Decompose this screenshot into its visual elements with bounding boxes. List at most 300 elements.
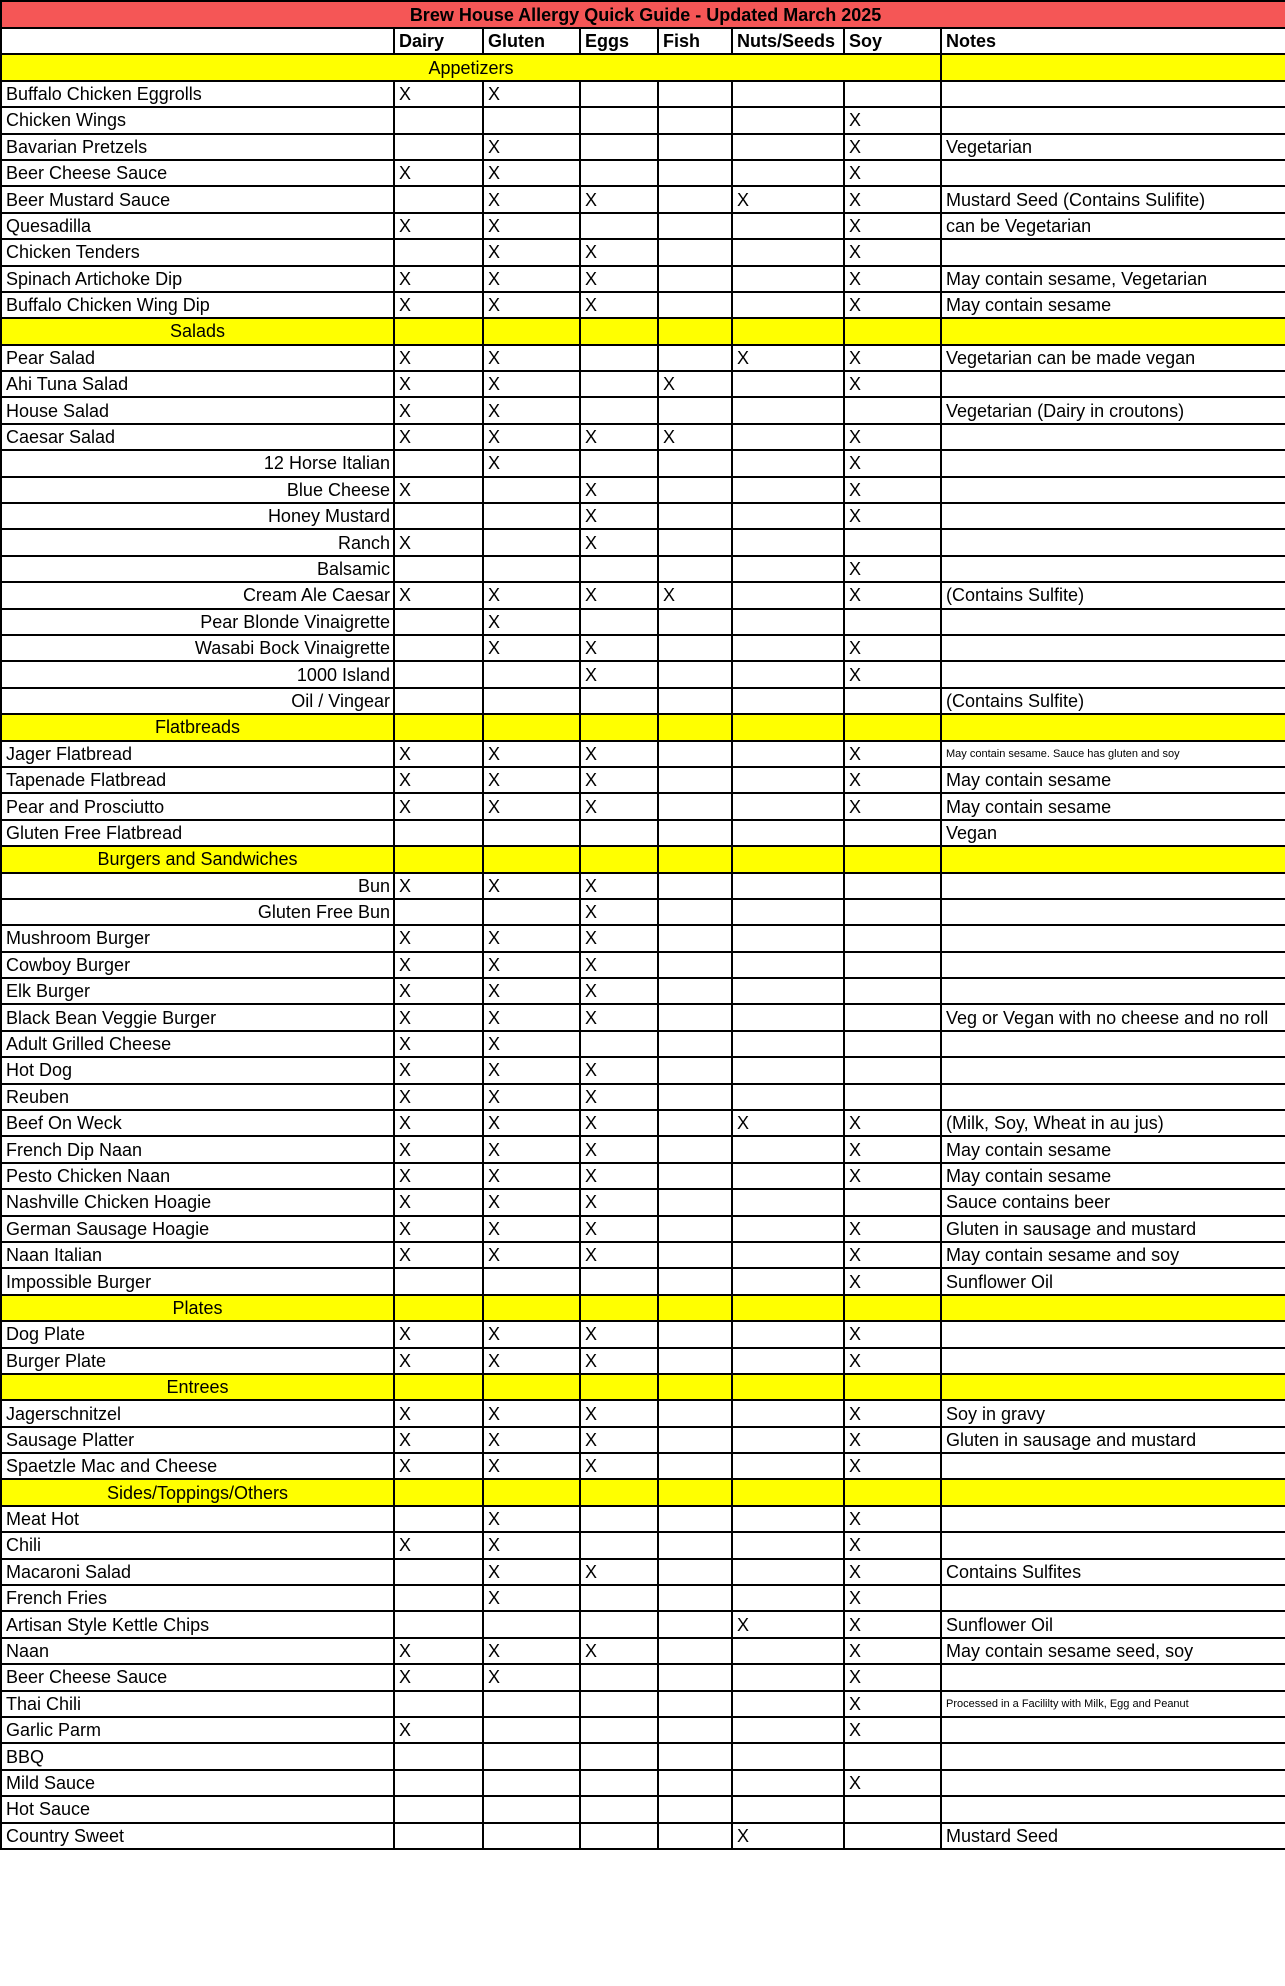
allergen-mark-nuts-seeds bbox=[732, 266, 844, 292]
allergen-mark-dairy: X bbox=[394, 582, 483, 608]
section-empty-cell bbox=[658, 318, 732, 344]
item-note bbox=[941, 635, 1285, 661]
allergen-mark-dairy bbox=[394, 688, 483, 714]
allergen-mark-eggs bbox=[580, 134, 658, 160]
section-empty-cell bbox=[394, 1479, 483, 1505]
section-empty-cell bbox=[941, 1479, 1285, 1505]
table-row bbox=[1, 1427, 1285, 1453]
table-row bbox=[1, 529, 1285, 555]
item-note: can be Vegetarian bbox=[941, 213, 1285, 239]
table-row bbox=[1, 450, 1285, 476]
allergen-mark-dairy: X bbox=[394, 925, 483, 951]
allergen-mark-eggs bbox=[580, 1796, 658, 1822]
item-name: Beer Mustard Sauce bbox=[1, 186, 394, 212]
allergen-mark-gluten: X bbox=[483, 424, 580, 450]
allergen-mark-dairy: X bbox=[394, 1136, 483, 1162]
allergen-mark-gluten: X bbox=[483, 239, 580, 265]
table-row bbox=[1, 1743, 1285, 1769]
allergen-mark-dairy bbox=[394, 1611, 483, 1637]
allergen-mark-gluten: X bbox=[483, 1084, 580, 1110]
page-title: Brew House Allergy Quick Guide - Updated March 2025 bbox=[1, 1, 1285, 28]
allergen-mark-dairy bbox=[394, 1506, 483, 1532]
allergen-mark-eggs bbox=[580, 1743, 658, 1769]
item-note: Sunflower Oil bbox=[941, 1268, 1285, 1294]
allergen-mark-gluten: X bbox=[483, 978, 580, 1004]
item-note: May contain sesame bbox=[941, 793, 1285, 819]
allergen-mark-eggs bbox=[580, 688, 658, 714]
item-name: Sausage Platter bbox=[1, 1427, 394, 1453]
item-note bbox=[941, 1321, 1285, 1347]
item-note: May contain sesame bbox=[941, 292, 1285, 318]
table-row bbox=[1, 1268, 1285, 1294]
item-note bbox=[941, 1664, 1285, 1690]
item-note bbox=[941, 424, 1285, 450]
allergen-mark-nuts-seeds bbox=[732, 213, 844, 239]
allergen-mark-soy: X bbox=[844, 1136, 941, 1162]
allergen-mark-dairy: X bbox=[394, 1242, 483, 1268]
allergen-mark-nuts-seeds bbox=[732, 1717, 844, 1743]
item-note bbox=[941, 556, 1285, 582]
table-row bbox=[1, 1453, 1285, 1479]
allergen-mark-fish bbox=[658, 1004, 732, 1030]
allergen-mark-fish bbox=[658, 925, 732, 951]
table-row bbox=[1, 1242, 1285, 1268]
allergen-mark-fish bbox=[658, 345, 732, 371]
allergen-mark-gluten: X bbox=[483, 1427, 580, 1453]
section-empty-cell bbox=[941, 846, 1285, 872]
allergen-mark-gluten: X bbox=[483, 1004, 580, 1030]
item-name: Ahi Tuna Salad bbox=[1, 371, 394, 397]
item-note bbox=[941, 1031, 1285, 1057]
allergen-mark-dairy: X bbox=[394, 1110, 483, 1136]
allergen-mark-gluten bbox=[483, 477, 580, 503]
allergen-mark-gluten bbox=[483, 1268, 580, 1294]
item-name: Beef On Weck bbox=[1, 1110, 394, 1136]
allergen-mark-nuts-seeds bbox=[732, 978, 844, 1004]
section-label: Entrees bbox=[1, 1374, 394, 1400]
section-header-row bbox=[1, 714, 1285, 740]
allergen-mark-eggs: X bbox=[580, 582, 658, 608]
table-row bbox=[1, 1321, 1285, 1347]
allergen-mark-eggs: X bbox=[580, 873, 658, 899]
allergen-mark-fish bbox=[658, 1559, 732, 1585]
allergen-mark-soy: X bbox=[844, 1611, 941, 1637]
item-name: Chicken Tenders bbox=[1, 239, 394, 265]
allergen-mark-soy: X bbox=[844, 503, 941, 529]
allergen-mark-dairy: X bbox=[394, 1453, 483, 1479]
allergen-mark-gluten: X bbox=[483, 1216, 580, 1242]
section-empty-cell bbox=[658, 1295, 732, 1321]
allergen-mark-gluten: X bbox=[483, 1136, 580, 1162]
allergen-mark-gluten: X bbox=[483, 873, 580, 899]
allergen-mark-eggs: X bbox=[580, 661, 658, 687]
item-note bbox=[941, 477, 1285, 503]
allergen-mark-nuts-seeds bbox=[732, 899, 844, 925]
allergen-mark-fish bbox=[658, 1110, 732, 1136]
item-name: Quesadilla bbox=[1, 213, 394, 239]
table-row bbox=[1, 477, 1285, 503]
section-header-row bbox=[1, 1295, 1285, 1321]
allergen-mark-eggs: X bbox=[580, 1427, 658, 1453]
allergen-mark-eggs bbox=[580, 345, 658, 371]
allergen-mark-fish bbox=[658, 1057, 732, 1083]
allergen-mark-soy: X bbox=[844, 1427, 941, 1453]
allergen-mark-fish bbox=[658, 767, 732, 793]
allergen-mark-dairy bbox=[394, 186, 483, 212]
table-row bbox=[1, 1770, 1285, 1796]
allergen-mark-gluten: X bbox=[483, 345, 580, 371]
item-note: Soy in gravy bbox=[941, 1400, 1285, 1426]
section-empty-cell bbox=[732, 714, 844, 740]
allergen-mark-dairy: X bbox=[394, 397, 483, 423]
allergen-mark-nuts-seeds: X bbox=[732, 345, 844, 371]
allergen-mark-soy bbox=[844, 1743, 941, 1769]
table-row bbox=[1, 661, 1285, 687]
allergen-mark-soy: X bbox=[844, 1348, 941, 1374]
item-note bbox=[941, 1796, 1285, 1822]
section-empty-cell bbox=[394, 714, 483, 740]
allergen-mark-soy bbox=[844, 397, 941, 423]
allergen-mark-soy bbox=[844, 873, 941, 899]
allergen-mark-nuts-seeds bbox=[732, 1427, 844, 1453]
allergen-mark-dairy bbox=[394, 503, 483, 529]
allergen-mark-nuts-seeds bbox=[732, 1268, 844, 1294]
section-empty-cell bbox=[483, 714, 580, 740]
allergen-mark-gluten bbox=[483, 661, 580, 687]
allergen-mark-gluten: X bbox=[483, 81, 580, 107]
table-row bbox=[1, 1216, 1285, 1242]
allergen-mark-fish bbox=[658, 1031, 732, 1057]
item-note: May contain sesame and soy bbox=[941, 1242, 1285, 1268]
allergen-mark-dairy: X bbox=[394, 978, 483, 1004]
allergen-mark-fish bbox=[658, 1163, 732, 1189]
item-note: May contain sesame seed, soy bbox=[941, 1638, 1285, 1664]
allergen-mark-dairy bbox=[394, 450, 483, 476]
section-label: Salads bbox=[1, 318, 394, 344]
allergen-mark-dairy: X bbox=[394, 1321, 483, 1347]
allergen-mark-eggs: X bbox=[580, 1400, 658, 1426]
allergen-mark-eggs: X bbox=[580, 635, 658, 661]
allergen-mark-nuts-seeds bbox=[732, 767, 844, 793]
table-row bbox=[1, 609, 1285, 635]
allergen-mark-soy bbox=[844, 1084, 941, 1110]
allergen-mark-nuts-seeds bbox=[732, 1770, 844, 1796]
allergen-mark-gluten: X bbox=[483, 1189, 580, 1215]
allergen-mark-gluten: X bbox=[483, 1110, 580, 1136]
item-name: Thai Chili bbox=[1, 1691, 394, 1717]
allergen-mark-eggs bbox=[580, 1268, 658, 1294]
item-note bbox=[941, 1084, 1285, 1110]
allergen-mark-eggs: X bbox=[580, 424, 658, 450]
item-name: Chicken Wings bbox=[1, 107, 394, 133]
item-name: Buffalo Chicken Eggrolls bbox=[1, 81, 394, 107]
allergen-mark-dairy bbox=[394, 635, 483, 661]
item-name: Garlic Parm bbox=[1, 1717, 394, 1743]
table-row bbox=[1, 556, 1285, 582]
allergen-mark-soy: X bbox=[844, 371, 941, 397]
table-row bbox=[1, 1796, 1285, 1822]
allergen-mark-eggs: X bbox=[580, 1057, 658, 1083]
allergen-mark-eggs bbox=[580, 1664, 658, 1690]
item-name: Bavarian Pretzels bbox=[1, 134, 394, 160]
allergen-mark-eggs bbox=[580, 1823, 658, 1849]
table-row bbox=[1, 1823, 1285, 1849]
allergen-mark-dairy: X bbox=[394, 213, 483, 239]
allergen-mark-soy bbox=[844, 952, 941, 978]
item-name: Jagerschnitzel bbox=[1, 1400, 394, 1426]
sub-item-name: Oil / Vingear bbox=[1, 688, 394, 714]
allergen-mark-fish bbox=[658, 186, 732, 212]
allergen-mark-dairy bbox=[394, 820, 483, 846]
allergen-mark-soy: X bbox=[844, 793, 941, 819]
allergen-mark-gluten: X bbox=[483, 1664, 580, 1690]
item-note bbox=[941, 1585, 1285, 1611]
section-empty-cell bbox=[394, 846, 483, 872]
allergen-mark-nuts-seeds bbox=[732, 1189, 844, 1215]
table-row bbox=[1, 1348, 1285, 1374]
allergen-mark-nuts-seeds bbox=[732, 424, 844, 450]
allergen-mark-gluten: X bbox=[483, 1453, 580, 1479]
allergen-mark-soy: X bbox=[844, 661, 941, 687]
allergen-mark-soy bbox=[844, 688, 941, 714]
item-note: May contain sesame, Vegetarian bbox=[941, 266, 1285, 292]
section-header-row bbox=[1, 846, 1285, 872]
item-name: Reuben bbox=[1, 1084, 394, 1110]
allergen-mark-gluten: X bbox=[483, 134, 580, 160]
allergen-mark-eggs: X bbox=[580, 1004, 658, 1030]
allergen-mark-eggs bbox=[580, 1532, 658, 1558]
item-name: Hot Sauce bbox=[1, 1796, 394, 1822]
allergen-mark-eggs bbox=[580, 1691, 658, 1717]
allergen-mark-dairy: X bbox=[394, 1189, 483, 1215]
section-empty-cell bbox=[732, 846, 844, 872]
allergen-mark-dairy: X bbox=[394, 952, 483, 978]
allergen-mark-dairy: X bbox=[394, 793, 483, 819]
item-note: Gluten in sausage and mustard bbox=[941, 1427, 1285, 1453]
allergen-mark-dairy: X bbox=[394, 371, 483, 397]
allergen-mark-gluten: X bbox=[483, 1400, 580, 1426]
item-note: Mustard Seed (Contains Sulifite) bbox=[941, 186, 1285, 212]
section-empty-cell bbox=[580, 318, 658, 344]
allergen-mark-nuts-seeds bbox=[732, 292, 844, 318]
allergen-mark-nuts-seeds bbox=[732, 450, 844, 476]
section-empty-cell bbox=[658, 714, 732, 740]
section-empty-cell bbox=[658, 1479, 732, 1505]
allergen-mark-fish bbox=[658, 107, 732, 133]
allergen-mark-eggs: X bbox=[580, 1348, 658, 1374]
allergen-mark-dairy: X bbox=[394, 1427, 483, 1453]
allergen-mark-fish bbox=[658, 899, 732, 925]
section-empty-cell bbox=[844, 714, 941, 740]
section-empty-cell bbox=[580, 1295, 658, 1321]
allergen-mark-eggs bbox=[580, 1717, 658, 1743]
allergen-mark-fish bbox=[658, 1453, 732, 1479]
allergen-mark-eggs: X bbox=[580, 978, 658, 1004]
item-note: (Contains Sulfite) bbox=[941, 688, 1285, 714]
item-note bbox=[941, 107, 1285, 133]
table-row bbox=[1, 1136, 1285, 1162]
allergen-mark-soy: X bbox=[844, 1559, 941, 1585]
allergen-mark-fish bbox=[658, 1084, 732, 1110]
allergen-mark-soy bbox=[844, 1004, 941, 1030]
item-note bbox=[941, 925, 1285, 951]
item-note bbox=[941, 1506, 1285, 1532]
allergen-mark-soy bbox=[844, 820, 941, 846]
allergen-mark-fish: X bbox=[658, 371, 732, 397]
allergen-mark-soy: X bbox=[844, 1216, 941, 1242]
table-row bbox=[1, 688, 1285, 714]
table-row bbox=[1, 1189, 1285, 1215]
table-row bbox=[1, 1163, 1285, 1189]
table-row bbox=[1, 899, 1285, 925]
allergen-mark-dairy bbox=[394, 661, 483, 687]
allergen-mark-dairy: X bbox=[394, 81, 483, 107]
allergen-mark-eggs: X bbox=[580, 292, 658, 318]
table-row bbox=[1, 345, 1285, 371]
section-header-row bbox=[1, 54, 1285, 80]
sub-item-name: 1000 Island bbox=[1, 661, 394, 687]
allergen-mark-nuts-seeds: X bbox=[732, 1823, 844, 1849]
allergen-mark-soy: X bbox=[844, 1770, 941, 1796]
allergen-mark-fish bbox=[658, 450, 732, 476]
item-note bbox=[941, 81, 1285, 107]
table-row bbox=[1, 266, 1285, 292]
allergen-mark-soy: X bbox=[844, 1268, 941, 1294]
allergen-mark-eggs: X bbox=[580, 767, 658, 793]
item-note: (Contains Sulfite) bbox=[941, 582, 1285, 608]
section-label: Plates bbox=[1, 1295, 394, 1321]
item-name: Black Bean Veggie Burger bbox=[1, 1004, 394, 1030]
allergen-mark-nuts-seeds bbox=[732, 1796, 844, 1822]
allergen-mark-nuts-seeds bbox=[732, 477, 844, 503]
table-row bbox=[1, 134, 1285, 160]
allergen-mark-nuts-seeds bbox=[732, 1242, 844, 1268]
allergen-mark-fish bbox=[658, 820, 732, 846]
table-row bbox=[1, 160, 1285, 186]
allergen-mark-eggs: X bbox=[580, 925, 658, 951]
allergen-mark-nuts-seeds bbox=[732, 107, 844, 133]
item-name: Pear Salad bbox=[1, 345, 394, 371]
allergen-mark-gluten bbox=[483, 1717, 580, 1743]
allergen-mark-nuts-seeds: X bbox=[732, 1110, 844, 1136]
item-name: Burger Plate bbox=[1, 1348, 394, 1374]
item-note bbox=[941, 978, 1285, 1004]
allergen-mark-gluten bbox=[483, 107, 580, 133]
item-name: Naan bbox=[1, 1638, 394, 1664]
allergen-mark-dairy bbox=[394, 556, 483, 582]
item-name: Beer Cheese Sauce bbox=[1, 1664, 394, 1690]
allergen-mark-gluten bbox=[483, 503, 580, 529]
allergen-mark-gluten: X bbox=[483, 450, 580, 476]
section-empty-cell bbox=[941, 1295, 1285, 1321]
allergen-mark-fish bbox=[658, 688, 732, 714]
allergen-mark-dairy: X bbox=[394, 1084, 483, 1110]
allergen-mark-gluten: X bbox=[483, 635, 580, 661]
section-empty-cell bbox=[732, 1374, 844, 1400]
allergen-mark-soy bbox=[844, 1796, 941, 1822]
item-note: Vegetarian bbox=[941, 134, 1285, 160]
allergen-mark-nuts-seeds bbox=[732, 160, 844, 186]
allergen-mark-eggs: X bbox=[580, 477, 658, 503]
item-name: Spinach Artichoke Dip bbox=[1, 266, 394, 292]
allergen-mark-dairy: X bbox=[394, 1532, 483, 1558]
allergen-mark-nuts-seeds bbox=[732, 503, 844, 529]
allergen-mark-dairy: X bbox=[394, 1638, 483, 1664]
item-note: Veg or Vegan with no cheese and no roll bbox=[941, 1004, 1285, 1030]
item-name: Jager Flatbread bbox=[1, 741, 394, 767]
allergen-mark-fish bbox=[658, 1136, 732, 1162]
allergen-mark-eggs: X bbox=[580, 899, 658, 925]
section-empty-cell bbox=[483, 1479, 580, 1505]
allergen-mark-dairy bbox=[394, 899, 483, 925]
allergen-mark-fish bbox=[658, 1268, 732, 1294]
allergen-mark-dairy: X bbox=[394, 160, 483, 186]
header-cell-item bbox=[1, 28, 394, 54]
item-note bbox=[941, 1348, 1285, 1374]
allergen-mark-gluten: X bbox=[483, 266, 580, 292]
section-empty-cell bbox=[483, 846, 580, 872]
section-label: Flatbreads bbox=[1, 714, 394, 740]
allergen-mark-dairy bbox=[394, 1268, 483, 1294]
item-note: May contain sesame bbox=[941, 767, 1285, 793]
table-row bbox=[1, 239, 1285, 265]
allergen-mark-dairy: X bbox=[394, 266, 483, 292]
allergen-mark-fish bbox=[658, 609, 732, 635]
table-row bbox=[1, 1611, 1285, 1637]
allergen-mark-nuts-seeds bbox=[732, 661, 844, 687]
allergen-mark-eggs bbox=[580, 107, 658, 133]
allergen-mark-fish bbox=[658, 1611, 732, 1637]
section-empty-cell bbox=[941, 714, 1285, 740]
allergen-mark-gluten: X bbox=[483, 1532, 580, 1558]
table-row bbox=[1, 1031, 1285, 1057]
allergen-mark-gluten: X bbox=[483, 793, 580, 819]
allergen-mark-fish bbox=[658, 1743, 732, 1769]
item-name: Spaetzle Mac and Cheese bbox=[1, 1453, 394, 1479]
allergen-mark-fish bbox=[658, 134, 732, 160]
allergen-mark-dairy bbox=[394, 1691, 483, 1717]
allergen-mark-gluten: X bbox=[483, 1321, 580, 1347]
header-cell-gluten: Gluten bbox=[483, 28, 580, 54]
allergen-mark-fish: X bbox=[658, 424, 732, 450]
allergen-mark-eggs bbox=[580, 213, 658, 239]
section-empty-cell bbox=[580, 846, 658, 872]
allergen-mark-fish bbox=[658, 477, 732, 503]
allergen-mark-eggs bbox=[580, 1611, 658, 1637]
allergen-mark-eggs bbox=[580, 1770, 658, 1796]
allergen-mark-eggs bbox=[580, 397, 658, 423]
table-row bbox=[1, 107, 1285, 133]
allergen-mark-soy: X bbox=[844, 1506, 941, 1532]
allergen-mark-soy: X bbox=[844, 741, 941, 767]
section-label: Burgers and Sandwiches bbox=[1, 846, 394, 872]
item-name: French Dip Naan bbox=[1, 1136, 394, 1162]
table-row bbox=[1, 424, 1285, 450]
table-row bbox=[1, 635, 1285, 661]
item-note bbox=[941, 529, 1285, 555]
allergen-mark-soy bbox=[844, 899, 941, 925]
allergen-mark-soy: X bbox=[844, 266, 941, 292]
allergen-mark-dairy: X bbox=[394, 292, 483, 318]
sub-item-name: Balsamic bbox=[1, 556, 394, 582]
section-empty-cell bbox=[941, 318, 1285, 344]
allergen-mark-gluten bbox=[483, 1770, 580, 1796]
allergen-mark-soy: X bbox=[844, 477, 941, 503]
item-name: Caesar Salad bbox=[1, 424, 394, 450]
item-name: Beer Cheese Sauce bbox=[1, 160, 394, 186]
allergen-mark-gluten: X bbox=[483, 292, 580, 318]
item-name: BBQ bbox=[1, 1743, 394, 1769]
